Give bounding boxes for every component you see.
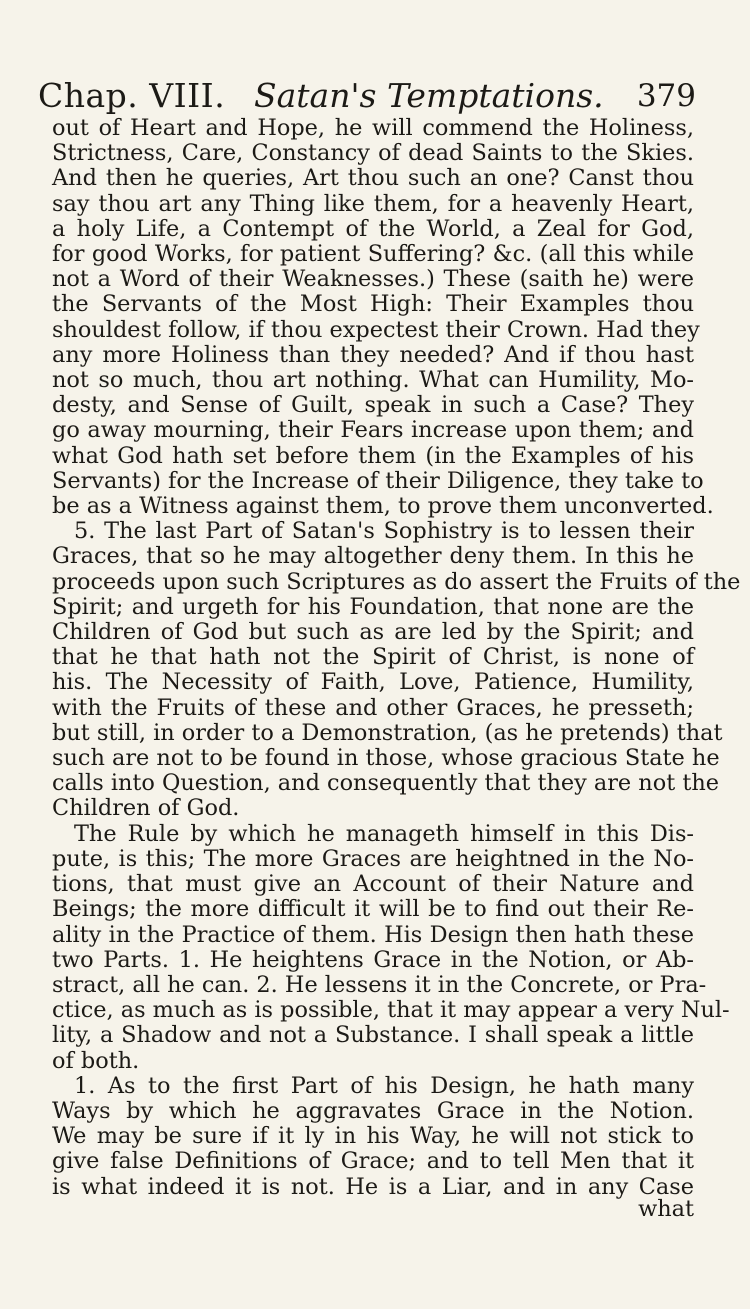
text-line: The Rule by which he manageth himself in this Dis- [74,820,694,847]
text-line: Ways by which he aggravates Grace in the Notion. [52,1097,694,1124]
text-line: say thou art any Thing like them, for a heavenly Heart, [52,190,694,217]
text-line: Beings; the more difficult it will be to find out their Re- [52,896,694,923]
text-line: ality in the Practice of them. His Design then hath these [52,921,694,948]
text-line: the Servants of the Most High: Their Examples thou [52,291,694,318]
text-line: lity, a Shadow and not a Substance. I shall speak a little [52,1022,694,1049]
text-line: And then he queries, Art thou such an one? Canst thou [52,165,694,192]
text-line: such are not to be found in those, whose gracious State he [52,745,720,772]
text-line: with the Fruits of these and other Graces, he presseth; [52,694,694,721]
text-line: give false Definitions of Grace; and to tell Men that it [52,1148,694,1175]
text-line: 5. The last Part of Satan's Sophistry is to lessen their [74,518,694,545]
text-line: not so much, thou art nothing. What can Humility, Mo- [52,367,694,394]
chapter-label: Chap. VIII. [38,76,226,115]
text-line: not a Word of their Weaknesses.) These (saith he) were [52,266,694,293]
text-line: Graces, that so he may altogether deny them. In this he [52,543,694,570]
text-line: for good Works, for patient Suffering? &c. (all this while [52,241,694,268]
text-line: Servants) for the Increase of their Diligence, they take to [52,467,704,494]
text-line: We may be sure if it ly in his Way, he will not stick to [52,1123,694,1150]
text-line: be as a Witness against them, to prove them unconverted. [52,493,714,520]
text-line: is what indeed it is not. He is a Liar, and in any Case [52,1173,694,1200]
text-line: stract, all he can. 2. He lessens it in the Concrete, or Pra- [52,971,707,998]
text-line: Children of God. [52,795,240,822]
body-text [52,115,741,1200]
text-line: his. The Necessity of Faith, Love, Patience, Humility, [52,669,694,696]
text-line: calls into Question, and consequently that they are not the [52,770,719,797]
text-line: out of Heart and Hope, he will commend the Holiness, [52,115,694,141]
text-line: pute, is this; The more Graces are heightned in the No- [52,845,694,872]
text-line: shouldest follow, if thou expectest their Crown. Had they [52,316,700,343]
text-line: a holy Life, a Contempt of the World, a Zeal for God, [52,215,694,242]
running-title: Satan's Temptations. [254,76,604,115]
text-line: ctice, as much as is possible, that it may appear a very Nul- [52,997,730,1024]
text-line: Spirit; and urgeth for his Foundation, that none are the [52,593,694,620]
text-line: what God hath set before them (in the Examples of his [52,442,694,469]
text-line: that he that hath not the Spirit of Christ, is none of [52,644,694,671]
text-line: 1. As to the first Part of his Design, he hath many [74,1072,694,1099]
text-line: two Parts. 1. He heightens Grace in the Notion, or Ab- [52,946,694,973]
text-line: any more Holiness than they needed? And if thou hast [52,341,694,368]
text-line: proceeds upon such Scriptures as do assert the Fruits of the [52,568,741,595]
text-line: Children of God but such as are led by the Spirit; and [52,619,694,646]
text-line: of both. [52,1047,140,1074]
text-line: desty, and Sense of Guilt, speak in such a Case? They [52,392,694,419]
text-line: but still, in order to a Demonstration, (as he pretends) that [52,719,723,746]
text-line: tions, that must give an Account of their Nature and [52,871,694,898]
catchword: what [638,1196,694,1222]
page-number: 379 [636,78,696,114]
text-line: Strictness, Care, Constancy of dead Saints to the Skies. [52,140,694,167]
text-line: go away mourning, their Fears increase upon them; and [52,417,694,444]
